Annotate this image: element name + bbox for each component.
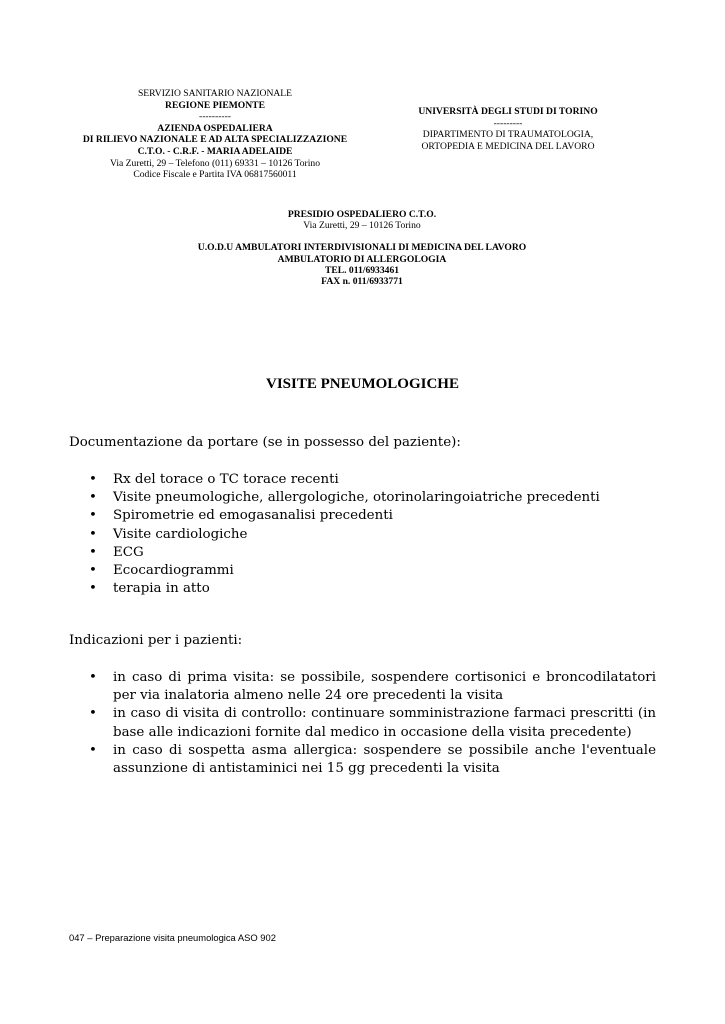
page-title: VISITE PNEUMOLOGICHE bbox=[266, 376, 459, 392]
header-left-line: REGIONE PIEMONTE bbox=[165, 99, 265, 111]
list-item: • Visite pneumologiche, allergologiche, otorinolaringoiatriche precedenti bbox=[69, 489, 659, 507]
header-center-line: FAX n. 011/6933771 bbox=[321, 276, 403, 288]
header-left-line: AZIENDA OSPEDALIERA bbox=[157, 122, 273, 134]
list-item: • ECG bbox=[69, 544, 659, 562]
list-item: • Visite cardiologiche bbox=[69, 526, 659, 544]
documentation-list bbox=[69, 471, 659, 598]
indications-heading: Indicazioni per i pazienti: bbox=[69, 633, 243, 648]
header-left-line: SERVIZIO SANITARIO NAZIONALE bbox=[137, 88, 293, 99]
list-item: • in caso di visita di controllo: continuare somministrazione farmaci prescritti (in base alle indicazioni fornite dal medico in occasione della visita precedente) bbox=[69, 705, 656, 741]
header-center-block bbox=[112, 209, 612, 287]
header-left-line: Via Zuretti, 29 – Telefono (011) 69331 – 10126 Torino bbox=[110, 157, 320, 169]
list-item: • Rx del torace o TC torace recenti bbox=[69, 471, 659, 489]
list-item: • in caso di prima visita: se possibile, sospendere cortisonici e broncodilatatori per via inalatoria almeno nelle 24 ore precedenti la visita bbox=[69, 669, 656, 705]
header-right-line: DIPARTIMENTO DI TRAUMATOLOGIA, bbox=[422, 129, 594, 141]
header-center-line: AMBULATORIO DI ALLERGOLOGIA bbox=[277, 253, 447, 265]
header-center-line: TEL. 011/6933461 bbox=[324, 264, 400, 276]
page-footer: 047 – Preparazione visita pneumologica ASO 902 bbox=[69, 932, 276, 943]
header-left-line: C.T.O. - C.R.F. - MARIA ADELAIDE bbox=[137, 145, 293, 157]
header-right-line: UNIVERSITÀ DEGLI STUDI DI TORINO bbox=[418, 106, 598, 117]
list-item: • Spirometrie ed emogasanalisi precedenti bbox=[69, 507, 659, 525]
header-left-block bbox=[70, 88, 360, 181]
list-item: • Ecocardiogrammi bbox=[69, 562, 659, 580]
header-center-line: PRESIDIO OSPEDALIERO C.T.O. bbox=[287, 209, 437, 220]
header-right-line: ORTOPEDIA E MEDICINA DEL LAVORO bbox=[421, 140, 595, 152]
header-right-separator: --------- bbox=[493, 117, 523, 129]
header-left-separator: ---------- bbox=[199, 111, 231, 123]
header-right-block bbox=[398, 106, 618, 152]
header-left-line: DI RILIEVO NAZIONALE E AD ALTA SPECIALIZZAZIONE bbox=[82, 134, 348, 146]
list-item: • terapia in atto bbox=[69, 580, 659, 598]
indications-list bbox=[69, 669, 656, 778]
documentation-heading: Documentazione da portare (se in possesso del paziente): bbox=[69, 435, 461, 450]
header-center-line: Via Zuretti, 29 – 10126 Torino bbox=[303, 220, 421, 232]
header-left-line: Codice Fiscale e Partita IVA 06817560011 bbox=[133, 169, 297, 181]
list-item: • in caso di sospetta asma allergica: sospendere se possibile anche l'eventuale assunzione di antistaminici nei 15 gg precedenti la visita bbox=[69, 742, 656, 778]
header-center-line: U.O.D.U AMBULATORI INTERDIVISIONALI DI MEDICINA DEL LAVORO bbox=[197, 242, 527, 254]
